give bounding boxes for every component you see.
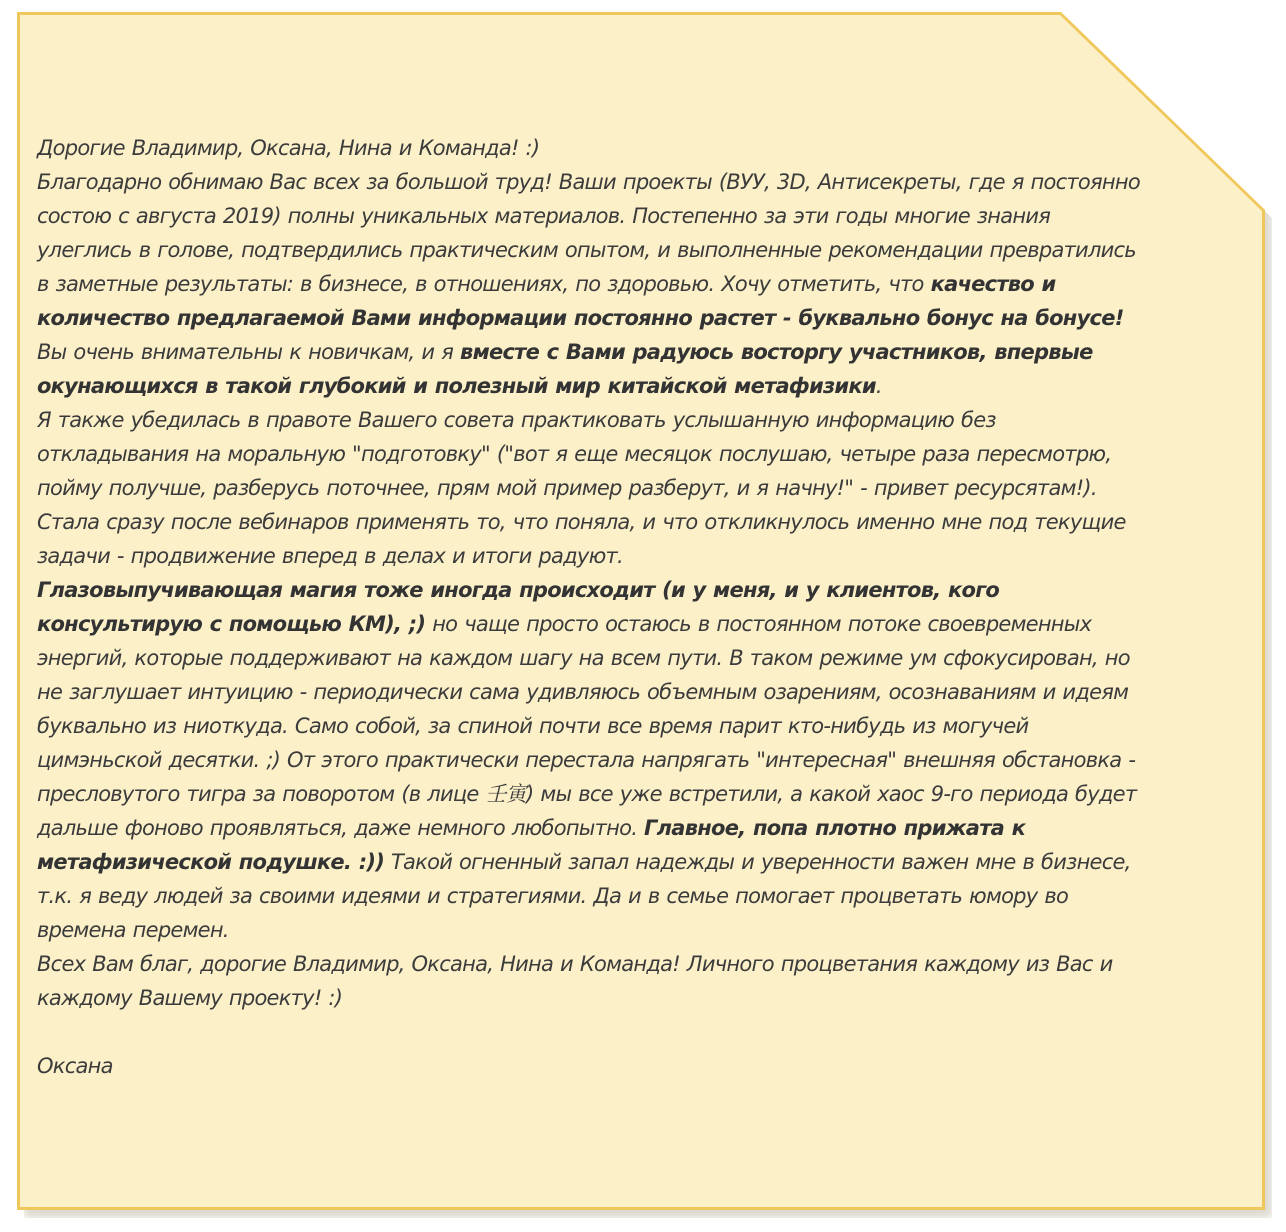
letter-text xyxy=(37,131,1147,1083)
letter-paragraph-3 xyxy=(37,573,1147,947)
letter-signature: Оксана xyxy=(37,1054,113,1078)
spacer xyxy=(37,1015,1147,1049)
letter-paragraph-2: Я также убедилась в правоте Вашего совета практиковать услышанную информацию без откладывания на моральную "подготовку" ("вот я еще месяцок послушаю, четыре раза пересмотрю, пойму получше, разберусь поточнее, прям мой пример разберут, и я начну!" - привет ресурсятам!). Стала сразу после вебинаров применять то, что поняла, и что откликнулось именно мне под текущие задачи - продвижение вперед в делах и итоги радуют. xyxy=(37,408,1126,568)
p1-bold-2: вместе с Вами радуюсь восторгу участников, впервые окунающихся в такой глубокий и полезный мир китайской метафизики xyxy=(37,340,1093,398)
letter-closing: Всех Вам благ, дорогие Владимир, Оксана, Нина и Команда! Личного процветания каждому из Вас и каждому Вашему проекту! :) xyxy=(37,952,1113,1010)
p1-text-2: Вы очень внимательны к новичкам, и я xyxy=(37,340,461,364)
p3-text-2: Такой огненный запал надежды и уверенности важен мне в бизнесе, т.к. я веду людей за своими идеями и стратегиями. Да и в семье помогает процветать юмору во времена перемен. xyxy=(37,850,1131,942)
letter-paragraph-1 xyxy=(37,165,1147,403)
letter-greeting: Дорогие Владимир, Оксана, Нина и Команда! :) xyxy=(37,136,540,160)
p1-text-1: Благодарно обнимаю Вас всех за большой труд! Ваши проекты (ВУУ, 3D, Антисекреты, где я постоянно состою с августа 2019) полны уникальных материалов. Постепенно за эти годы многие знания улеглись в голове, подтвердились практическим опытом, и выполненные рекомендации превратились в заметные результаты: в бизнесе, в отношениях, по здоровью. Хочу отметить, что xyxy=(37,170,1140,296)
p3-bold-1: Глазовыпучивающая магия тоже иногда происходит (и у меня, и у клиентов, кого консультирую с помощью КМ), ;) xyxy=(37,578,1000,636)
p1-bold-1: качество и количество предлагаемой Вами информации постоянно растет - буквально бонус на бонусе! xyxy=(37,272,1124,330)
p3-text-1: но чаще просто остаюсь в постоянном потоке своевременных энергий, которые поддерживают на каждом шагу на всем пути. В таком режиме ум сфокусирован, но не заглушает интуицию - периодически сама удивляюсь объемным озарениям, осознаваниям и идеям буквально из ниоткуда. Само собой, за спиной почти все время парит кто-нибудь из могучей цимэньской десятки. ;) От этого практически перестала напрягать "интересная" внешняя обстановка - пресловутого тигра за поворотом (в лице 壬寅) мы все уже встретили, а какой хаос 9-го периода будет дальше фоново проявляться, даже немного любопытно. xyxy=(37,612,1137,840)
p3-bold-2: Главное, попа плотно прижата к метафизической подушке. :)) xyxy=(37,816,1026,874)
p1-text-3: . xyxy=(875,374,882,398)
